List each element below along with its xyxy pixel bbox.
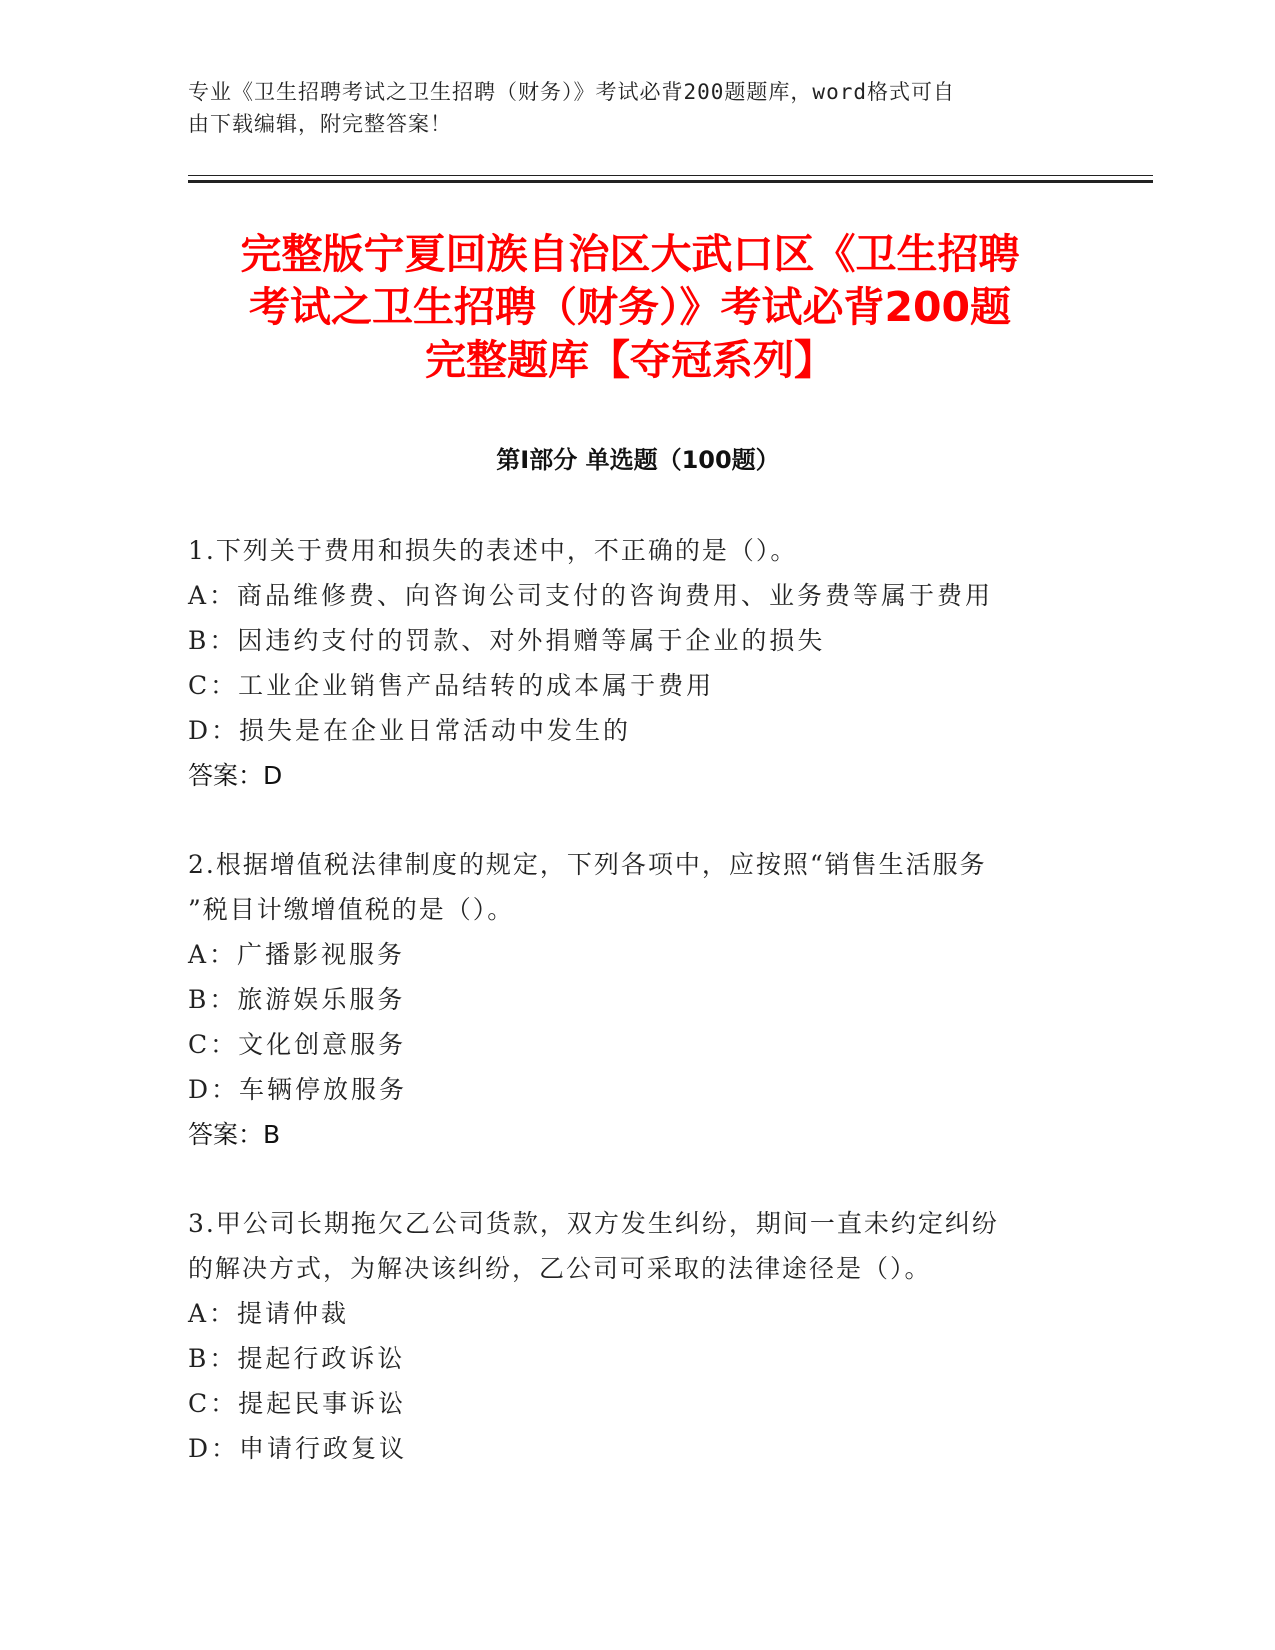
answer-label: 答案：D [188,761,283,790]
option-a: A：提请仲裁 [188,1299,350,1328]
document-title-line: 完整版宁夏回族自治区大武口区《卫生招聘 [240,230,1020,278]
option-b: B：提起行政诉讼 [188,1344,406,1373]
question-stem: 3.甲公司长期拖欠乙公司货款，双方发生纠纷，期间一直未约定纠纷 [188,1209,999,1238]
question-stem: 1.下列关于费用和损失的表述中，不正确的是（）。 [188,536,798,565]
option-b: B：旅游娱乐服务 [188,985,406,1014]
question-2 [188,842,1068,1157]
question-list [188,528,1068,1515]
option-a: A：广播影视服务 [188,940,406,969]
header-note-line: 由下载编辑，附完整答案！ [188,112,452,136]
option-a: A：商品维修费、向咨询公司支付的咨询费用、业务费等属于费用 [188,581,994,610]
option-d: D：申请行政复议 [188,1434,408,1463]
option-c: C：工业企业销售产品结转的成本属于费用 [188,671,715,700]
question-stem-continued: ”税目计缴增值税的是（）。 [188,895,515,924]
document-title-line: 完整题库【夺冠系列】 [425,336,835,384]
option-b: B：因违约支付的罚款、对外捐赠等属于企业的损失 [188,626,826,655]
document-title [190,228,1070,387]
question-stem-continued: 的解决方式，为解决该纠纷，乙公司可采取的法律途径是（）。 [188,1254,932,1283]
question-stem: 2.根据增值税法律制度的规定，下列各项中，应按照“销售生活服务 [188,850,987,879]
header-divider-thin [188,175,1153,176]
header-note-line: 专业《卫生招聘考试之卫生招聘（财务）》考试必背200题题库，word格式可自 [188,80,955,104]
option-c: C：文化创意服务 [188,1030,407,1059]
header-divider-thick [188,180,1153,183]
option-c: C：提起民事诉讼 [188,1389,407,1418]
option-d: D：车辆停放服务 [188,1075,408,1104]
header-note [188,76,1068,140]
option-d: D：损失是在企业日常活动中发生的 [188,716,632,745]
answer-label: 答案：B [188,1120,281,1149]
section-heading: 第I部分 单选题（100题） [496,446,780,474]
question-3 [188,1201,1068,1471]
question-1 [188,528,1068,798]
document-title-line: 考试之卫生招聘（财务）》考试必背200题 [248,283,1012,331]
